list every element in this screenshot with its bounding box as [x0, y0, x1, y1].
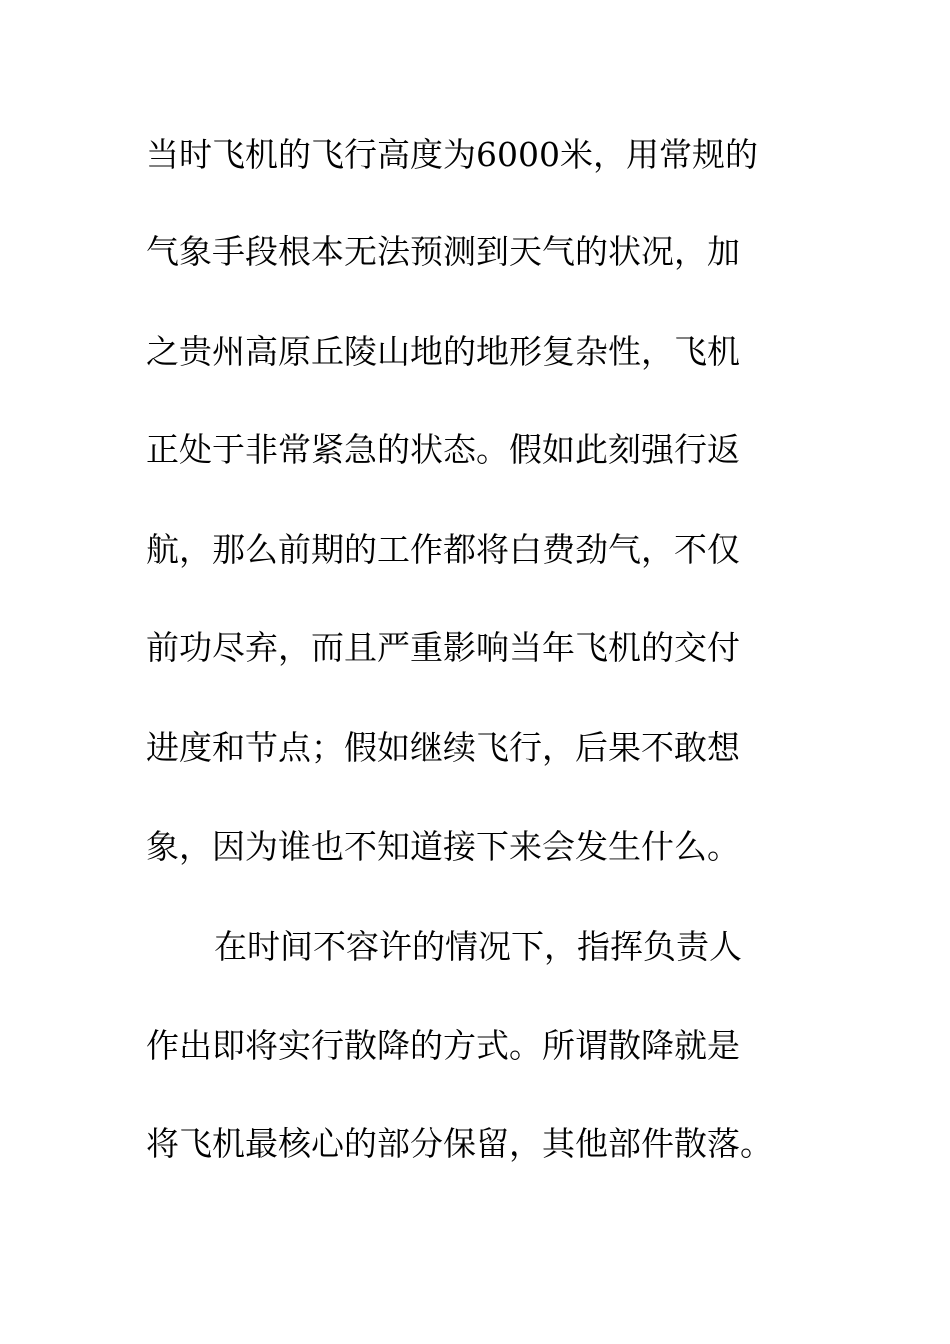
- text-line: 前功尽弃，而且严重影响当年飞机的交付: [146, 628, 740, 667]
- text-line: 象，因为谁也不知道接下来会发生什么。: [146, 827, 740, 866]
- text-line: 之贵州高原丘陵山地的地形复杂性，飞机: [146, 332, 740, 371]
- paragraph-first-line: 在时间不容许的情况下，指挥负责人: [214, 927, 742, 966]
- text-line: 作出即将实行散降的方式。所谓散降就是: [146, 1026, 740, 1065]
- text-line: 正处于非常紧急的状态。假如此刻强行返: [146, 430, 740, 469]
- text-line: 当时飞机的飞行高度为6000米，用常规的: [146, 135, 758, 174]
- text-line: 航，那么前期的工作都将白费劲气，不仅: [146, 530, 740, 569]
- text-line: 气象手段根本无法预测到天气的状况，加: [146, 232, 740, 271]
- text-line: 进度和节点；假如继续飞行，后果不敢想: [146, 728, 740, 767]
- text-line: 将飞机最核心的部分保留，其他部件散落。: [146, 1124, 773, 1163]
